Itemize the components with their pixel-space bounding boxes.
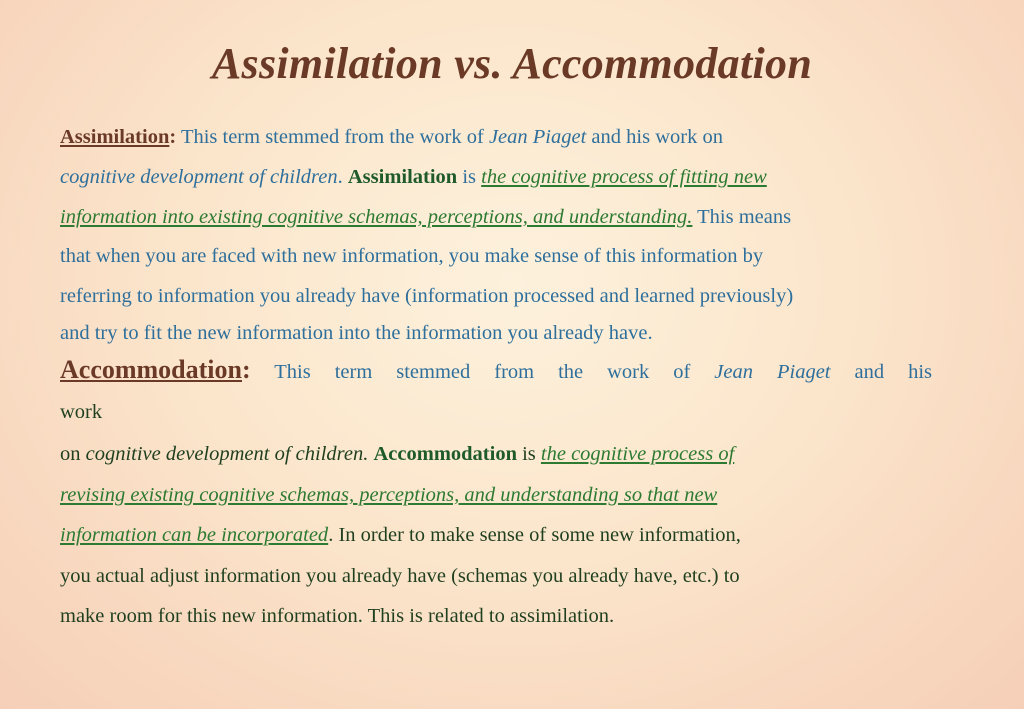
accommodation-definition-part3: information can be incorporated <box>60 524 329 546</box>
accommodation-line-6: you actual adjust information you already have (schemas you already have, etc.) to <box>60 565 740 587</box>
accommodation-line-7: make room for this new information. This is related to assimilation. <box>60 605 615 627</box>
assimilation-line-6: and try to fit the new information into the information you already have. <box>60 322 653 344</box>
accommodation-definition-part1: the cognitive process of <box>540 443 735 465</box>
accommodation-piaget: Jean Piaget <box>714 361 831 383</box>
assimilation-intro-text: This term stemmed from the work of <box>176 126 489 148</box>
accommodation-colon: : <box>241 355 251 384</box>
accommodation-line-2: work <box>60 401 103 423</box>
accommodation-term-inline: Accommodation <box>373 443 517 465</box>
accommodation-definition-part2: revising existing cognitive schemas, perceptions, and understanding so that new <box>60 484 718 506</box>
assimilation-cognitive-dev: cognitive development of children <box>60 166 338 188</box>
assimilation-this-means: This means <box>692 206 792 228</box>
accommodation-intro-post: and his <box>830 361 932 383</box>
assimilation-line-5: referring to information you already have (information processed and learned previously) <box>60 285 794 307</box>
accommodation-is: is <box>516 443 541 465</box>
assimilation-line-1 <box>60 126 723 149</box>
assimilation-line-2 <box>60 166 767 189</box>
accommodation-intro-text: This term stemmed from the work of <box>250 361 715 383</box>
assimilation-piaget: Jean Piaget <box>488 126 587 148</box>
assimilation-definition-part1: the cognitive process of fitting new <box>481 166 767 188</box>
assimilation-line-3 <box>60 206 791 229</box>
accommodation-in-order: . In order to make sense of some new information, <box>328 524 741 546</box>
accommodation-line-5 <box>60 524 741 547</box>
assimilation-term: Assimilation <box>60 126 170 148</box>
accommodation-line-1 <box>60 355 932 385</box>
slide-title: Assimilation vs. Accommodation <box>211 39 813 88</box>
assimilation-dot: . <box>337 166 348 188</box>
assimilation-colon: : <box>169 126 177 148</box>
assimilation-is: is <box>457 166 482 188</box>
accommodation-line-3 <box>60 443 734 466</box>
assimilation-intro-post: and his work on <box>586 126 723 148</box>
accommodation-on: on <box>60 443 86 465</box>
accommodation-line-4 <box>60 484 717 507</box>
accommodation-cognitive-dev: cognitive development of children. <box>85 443 369 465</box>
accommodation-term: Accommodation <box>60 355 242 384</box>
assimilation-term-inline: Assimilation <box>347 166 458 188</box>
assimilation-line-4: that when you are faced with new information, you make sense of this information by <box>60 245 764 267</box>
assimilation-definition-part2: information into existing cognitive schemas, perceptions, and understanding. <box>60 206 693 228</box>
